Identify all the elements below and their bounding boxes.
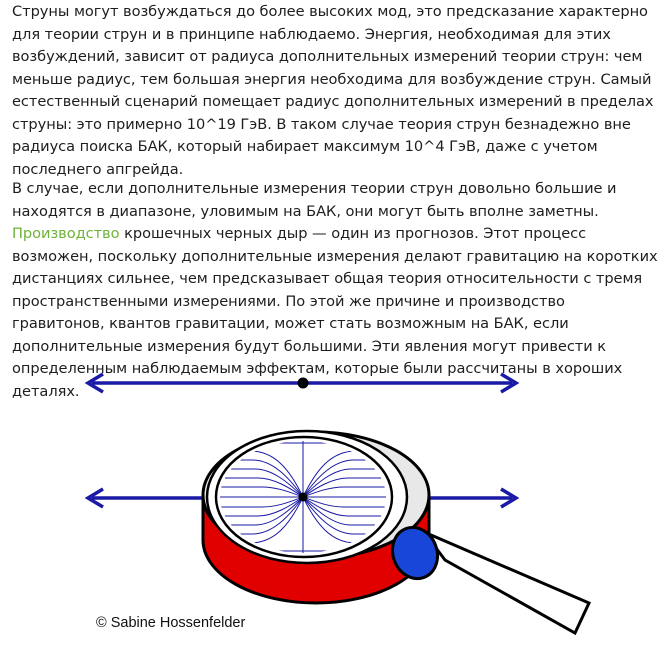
magnifier-illustration xyxy=(0,355,669,647)
copyright-caption: © Sabine Hossenfelder xyxy=(96,615,246,631)
center-point xyxy=(299,493,308,502)
magnifier-frame xyxy=(203,431,429,603)
top-extra-dimension-arrow xyxy=(88,374,516,392)
paragraph-2-text-end: крошечных черных дыр — один из прогнозов. Этот процесс возможен, поскольку дополнительные измерения делают гравитацию на коротких дистанциях сильнее, чем предсказывает общая теория относительности с тремя пространственными измерениями. По этой же причине и производство гравитонов, квантов гравитации, может стать возможным на БАК, если дополнительные измерения будут большими. Эти явления могут привести к определенным наблюдаемым эффектам, которые были рассчитаны в хороших деталях. xyxy=(12,225,658,400)
paragraph-2-text-start: В случае, если дополнительные измерения теории струн довольно большие и находятся в диапазоне, уловимым на БАК, они могут быть вполне заметны. xyxy=(12,180,617,220)
production-link[interactable]: Производство xyxy=(12,225,120,242)
magnifier-handle xyxy=(424,532,589,633)
paragraph-1: Струны могут возбуждаться до более высоких мод, это предсказание характерно для теории струн и в принципе наблюдаемо. Энергия, необходимая для этих возбуждений, зависит от радиуса дополнительных измерений теории струн: чем меньше радиус, тем большая энергия необходима для возбуждение струн. Самый естественный сценарий помещает радиус дополнительных измерений в пределах струны: это примерно 10^19 ГэВ. В таком случае теория струн безнадежно вне радиуса поиска БАК, который набирает максимум 10^4 ГэВ, даже с учетом последнего апгрейда. xyxy=(12,3,654,178)
